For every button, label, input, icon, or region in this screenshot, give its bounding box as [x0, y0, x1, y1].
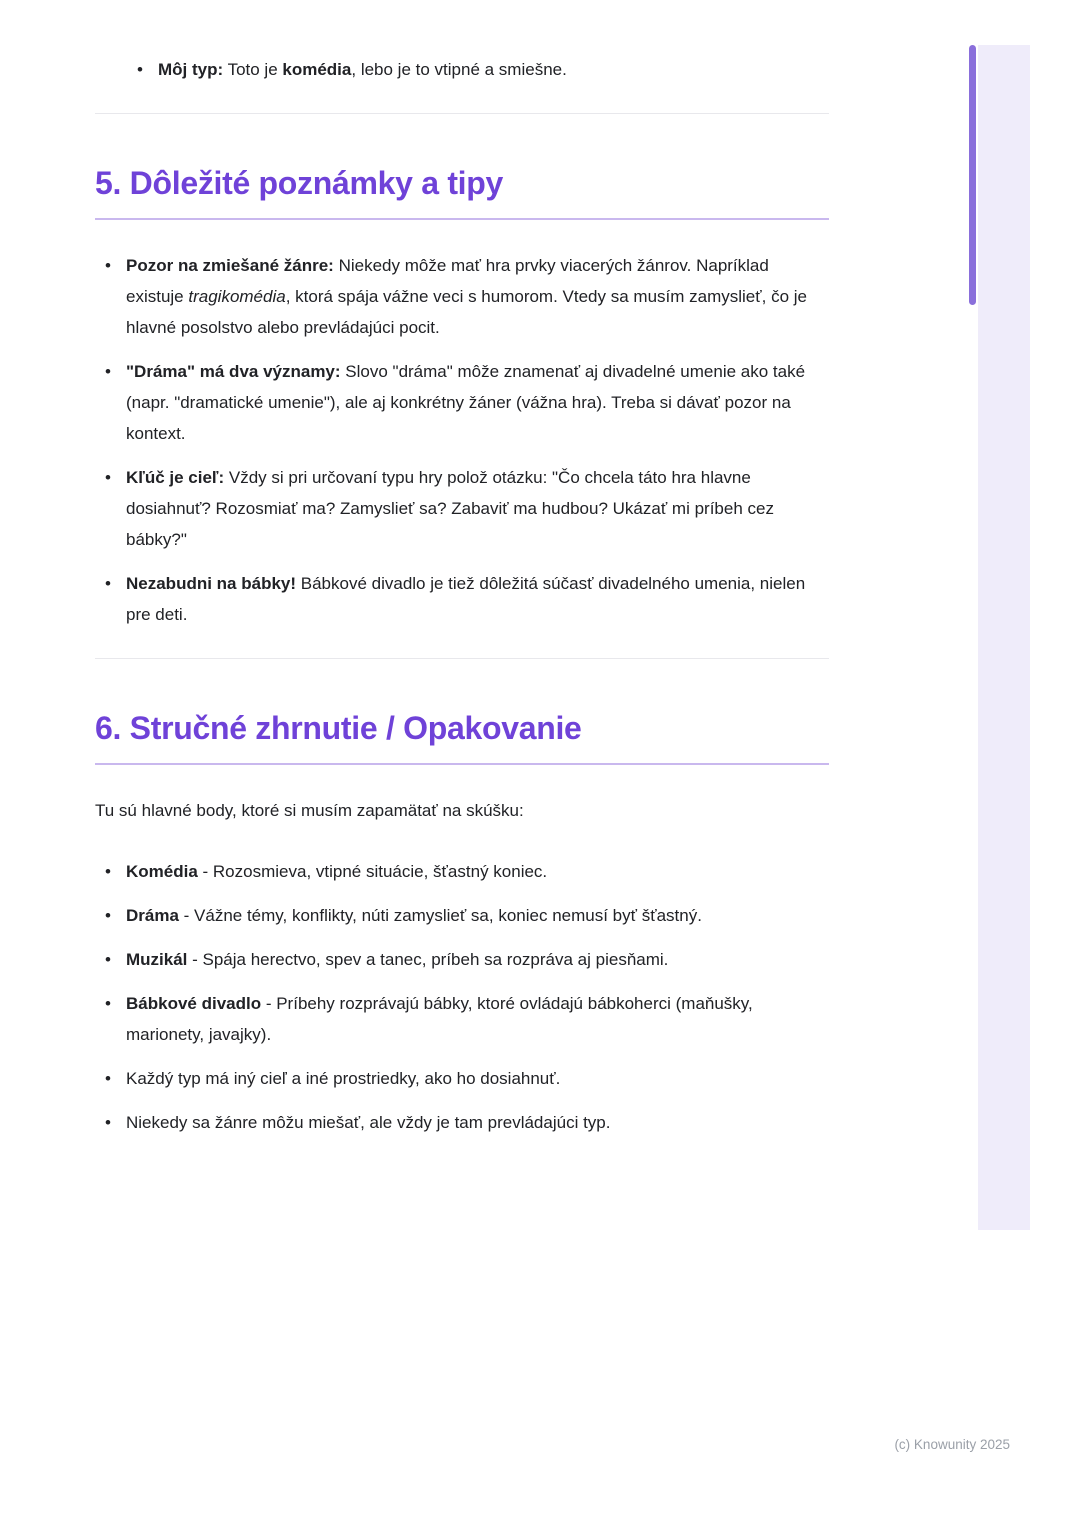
- section-divider: [95, 658, 829, 659]
- bullet-icon: •: [105, 1113, 111, 1132]
- text-segment: Bábkové divadlo: [126, 994, 262, 1013]
- text-segment: tragikomédia: [188, 287, 286, 306]
- list-item-text: [126, 568, 829, 630]
- list-item: [95, 54, 829, 85]
- bullet-icon: •: [105, 862, 111, 881]
- text-segment: Muzikál: [126, 950, 188, 969]
- section-5-bullet-list: [95, 250, 829, 630]
- bullet-icon: •: [105, 362, 111, 381]
- list-item: [105, 356, 829, 449]
- text-segment: - Príbehy rozprávajú bábky, ktoré ovládajú bábkoherci (maňušky, marionety, javajky).: [126, 994, 753, 1044]
- list-item-text: [126, 900, 829, 931]
- list-item-text: [126, 944, 829, 975]
- bullet-icon: •: [105, 994, 111, 1013]
- copyright-footer: (c) Knowunity 2025: [894, 1437, 1010, 1452]
- text-segment: Komédia: [126, 862, 198, 881]
- section-5-title: 5. Dôležité poznámky a tipy: [95, 164, 829, 220]
- text-segment: , ktorá spája vážne veci s humorom. Vtedy sa musím zamyslieť, čo je hlavné posolstvo alebo prevládajúci pocit.: [126, 287, 807, 337]
- scrollbar-track[interactable]: [978, 45, 1030, 1230]
- text-segment: Toto je: [223, 60, 283, 79]
- text-segment: Pozor na zmiešané žánre:: [126, 256, 334, 275]
- list-item-text: [158, 54, 829, 85]
- list-item: [105, 462, 829, 555]
- list-item-text: [126, 1063, 829, 1094]
- bullet-icon: •: [105, 256, 111, 275]
- text-segment: - Spája herectvo, spev a tanec, príbeh sa rozpráva aj piesňami.: [187, 950, 669, 969]
- list-item: [105, 250, 829, 343]
- text-segment: Kľúč je cieľ:: [126, 468, 225, 487]
- list-item-text: [126, 856, 829, 887]
- list-item: [105, 568, 829, 630]
- intro-bullet-list: [95, 54, 829, 85]
- list-item: [105, 900, 829, 931]
- section-6: [95, 709, 829, 1138]
- text-segment: Bábkové divadlo je tiež dôležitá súčasť divadelného umenia, nielen pre deti.: [126, 574, 806, 624]
- list-item-text: [126, 988, 829, 1050]
- list-item-text: [126, 462, 829, 555]
- list-item-text: [126, 356, 829, 449]
- text-segment: Môj typ:: [158, 60, 224, 79]
- text-segment: Každý typ má iný cieľ a iné prostriedky, ako ho dosiahnuť.: [126, 1069, 561, 1088]
- text-segment: komédia: [282, 60, 352, 79]
- section-5: [95, 164, 829, 630]
- text-segment: Dráma: [126, 906, 179, 925]
- document-content: [95, 0, 829, 1151]
- text-segment: Slovo "dráma" môže znamenať aj divadelné umenie ako také (napr. "dramatické umenie"), ale aj konkrétny žáner (vážna hra). Treba si dávať pozor na kontext.: [126, 362, 806, 443]
- list-item: [105, 856, 829, 887]
- text-segment: Nezabudni na bábky!: [126, 574, 297, 593]
- bullet-icon: •: [105, 950, 111, 969]
- bullet-icon: •: [105, 906, 111, 925]
- text-segment: - Vážne témy, konflikty, núti zamyslieť sa, koniec nemusí byť šťastný.: [178, 906, 702, 925]
- list-item-text: [126, 250, 829, 343]
- list-item: [105, 1107, 829, 1138]
- scrollbar-thumb[interactable]: [969, 45, 976, 305]
- text-segment: , lebo je to vtipné a smiešne.: [351, 60, 567, 79]
- bullet-icon: •: [105, 468, 111, 487]
- section-6-intro: Tu sú hlavné body, ktoré si musím zapamätať na skúšku:: [95, 801, 524, 820]
- text-segment: Niekedy sa žánre môžu miešať, ale vždy je tam prevládajúci typ.: [126, 1113, 611, 1132]
- section-divider: [95, 113, 829, 114]
- list-item: [105, 944, 829, 975]
- text-segment: "Dráma" má dva významy:: [126, 362, 341, 381]
- bullet-icon: •: [105, 574, 111, 593]
- bullet-icon: •: [137, 60, 143, 79]
- text-segment: - Rozosmieva, vtipné situácie, šťastný koniec.: [197, 862, 548, 881]
- list-item-text: [126, 1107, 829, 1138]
- text-segment: Vždy si pri určovaní typu hry polož otázku: "Čo chcela táto hra hlavne dosiahnuť? Rozosmiať ma? Zamyslieť sa? Zabaviť ma hudbou? Ukázať mi príbeh cez bábky?": [126, 468, 774, 549]
- section-6-bullet-list: [95, 856, 829, 1138]
- bullet-icon: •: [105, 1069, 111, 1088]
- section-6-title: 6. Stručné zhrnutie / Opakovanie: [95, 709, 829, 765]
- text-segment: Niekedy môže mať hra prvky viacerých žánrov. Napríklad existuje: [126, 256, 769, 306]
- list-item: [105, 1063, 829, 1094]
- list-item: [105, 988, 829, 1050]
